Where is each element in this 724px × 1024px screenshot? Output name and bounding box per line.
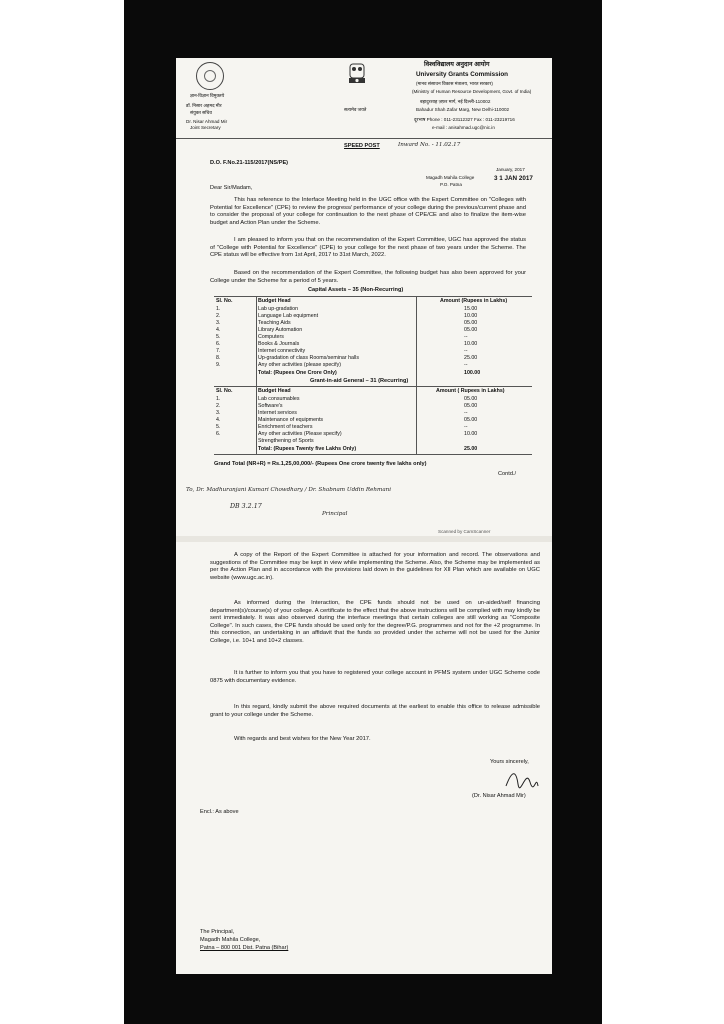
table-row: 4. Maintenance of equipments 05.00 (216, 417, 478, 423)
receipt-date-stamp: 3 1 JAN 2017 (494, 175, 533, 182)
handwritten-forward-note: To, Dr. Madhuranjani Kumari Chowdhary / Dr. Shabnam Uddin Rehmani (186, 487, 392, 493)
org-name: University Grants Commission (416, 71, 509, 78)
page2-paragraph-2: As informed during the Interaction, the CPE funds should not be used on un-aided/self financing department(s)/course(s) of your college. A certificate to the effect that the above instructions will be complied with may kindly be sent immediately. It was also observed during the interface meetings that certain colleges are still working as "Composite College". In such cases, the CPE funds should be used only for the degree/P.G. programmes and not for the +2 programme. In this connection, an undertaking in an affidavit that the funds so provided under the scheme will not be used for the Junior College, i.e. 10+1 and 10+2 classes. (210, 600, 540, 644)
closing-name: (Dr. Nisar Ahmad Mir) (472, 793, 526, 799)
capital-header-row (214, 298, 532, 305)
org-sub-hindi: (मानव संसाधन विकास मंत्रालय, भारत सरकार) (416, 81, 493, 86)
capital-table-rule (214, 296, 532, 297)
date-small: January, 2017 (496, 167, 525, 172)
table-row: 7. Internet connectivity -- (216, 348, 468, 354)
recipient-line-1: The Principal, (200, 929, 235, 935)
salutation: Dear Sir/Madam, (210, 185, 253, 191)
stamp-org: Magadh Mahila College (426, 175, 475, 180)
signature-icon (504, 766, 540, 792)
grand-total: Grand Total (NR+R) = Rs.1,25,00,000/- (Rupees One crore twenty five lakhs only) (214, 461, 427, 467)
paragraph-3: Based on the recommendation of the Expert Committee, the following budget has also been approved for your College under the Scheme for a period of 5 years. (210, 270, 526, 284)
capital-table-title: Capital Assets – 35 (Non-Recurring) (308, 287, 404, 293)
letter-document (176, 58, 552, 974)
recurring-header-row: Sl. No. Budget Head Amount ( Rupees in Lakhs) (216, 388, 505, 394)
national-emblem-icon (346, 62, 368, 92)
official-title: Joint Secretary (190, 125, 221, 130)
contd-note: Contd./ (498, 471, 517, 477)
closing-yours: Yours sincerely, (490, 759, 529, 765)
page2-paragraph-5: With regards and best wishes for the New Year 2017. (234, 736, 371, 742)
table-row: 9. Any other activities (please specify) -- (216, 362, 468, 368)
scanner-watermark: Scanned by CamScanner (438, 529, 491, 534)
official-hindi-title: संयुक्त सचिव (190, 110, 212, 115)
table-row: 1. Lab consumables 05.00 (216, 396, 478, 402)
speed-post: SPEED POST (344, 143, 380, 149)
recipient-line-3: Patna – 800 001 Dist. Patna (Bihar) (200, 945, 289, 951)
page2-paragraph-1: A copy of the Report of the Expert Committee is attached for your information and record. The observations and suggestions of the Committee may be kept in view while implementing the Scheme. Also, the Scheme may be implemented as per the Action Plan and in accordance with the provisions laid down in the guidelines for XII Plan which are available on UGC website (www.ugc.ac.in). (210, 552, 540, 581)
table-row: 3. Internet services -- (216, 410, 468, 416)
table-row: 4. Library Automation 05.00 (216, 327, 478, 333)
page2-paragraph-3: It is further to inform you that you have to registered your college account in PFMS system under UGC Scheme code 0875 with documentary evidence. (210, 670, 540, 684)
inward-note: Inward No. - 11.02.17 (398, 142, 461, 148)
enclosure: Encl.: As above (200, 809, 239, 815)
table-row: 2. Software's 05.00 (216, 403, 478, 409)
motto: ज्ञान-विज्ञान विमुक्तये (190, 93, 225, 98)
official-hindi: डॉ. निसार अहमद मीर (186, 103, 222, 108)
table-row: 2. Language Lab equipment 10.00 (216, 313, 478, 319)
table-bottom-rule (214, 454, 532, 455)
capital-total-row: Total: (Rupees One Crore Only) 100.00 (258, 370, 481, 376)
recurring-total-row: Total: (Rupees Twenty five Lakhs Only) 25.00 (258, 446, 478, 452)
table-row: 3. Teaching Aids 05.00 (216, 320, 478, 326)
ugc-seal-icon (196, 62, 224, 90)
recurring-table-rule (214, 386, 532, 387)
ministry: (Ministry of Human Resource Development, Govt. of India) (412, 89, 532, 94)
table-row: 5. Computers -- (216, 334, 468, 340)
address: Bahadur Shah Zafar Marg, New Delhi-110002 (416, 107, 510, 112)
paragraph-2: I am pleased to inform you that on the recommendation of the Expert Committee, UGC has approved the status of "College with Potential for Excellence" (CPE) to your college for the next phase of two years under the Scheme. The CPE status will be effective from 1st April, 2017 to 31st March, 2022. (210, 237, 526, 259)
table-row: 6. Books & Journals 10.00 (216, 341, 478, 347)
table-row: Strengthening of Sports (258, 438, 314, 444)
recipient-line-2: Magadh Mahila College, (200, 937, 261, 943)
email: e-mail : anisahmad.ugc@nic.in (432, 125, 495, 130)
col-amount: Amount (Rupees in Lakhs) (440, 298, 508, 304)
table-row: 5. Enrichment of teachers -- (216, 424, 468, 430)
page-break (176, 536, 552, 542)
paragraph-1: This has reference to the Interface Meeting held in the UGC office with the Expert Committee on "Colleges with Potential for Excellence" (CPE) to review the progress/ performance of your college during the previous/current phase and to consider the proposal of your college for continuation to the next phase of CPE/CE and also to finalize the item-wise budget and Action Plan under the Scheme. (210, 197, 526, 226)
table-row: 6. Any other activities (Please specify) 10.00 (216, 431, 478, 437)
phone: दूरभाष Phone : 011-23112327 Fax : 011-23219716 (414, 117, 515, 122)
org-hindi: विश्वविद्यालय अनुदान आयोग (424, 61, 490, 68)
page2-paragraph-4: In this regard, kindly submit the above required documents at the earliest to enable this office to release admissible grant to your college under the Scheme. (210, 704, 540, 718)
stamp-place: P.O. Patna (440, 182, 462, 187)
table-row: 1. Lab up-gradation 15.00 (216, 306, 478, 312)
do-number: D.O. F.No.21-115/2017(NS/PE) (210, 160, 289, 166)
recurring-table-title: Grant-in-aid General – 31 (Recurring) (310, 378, 409, 384)
col-sl: Sl. No. (216, 298, 233, 304)
emblem-caption: सत्यमेव जयते (344, 107, 367, 112)
handwritten-principal: Principal (322, 511, 348, 517)
table-row: 8. Up-gradation of class Rooms/seminar halls 25.00 (216, 355, 478, 361)
letterhead-divider (176, 138, 552, 139)
handwritten-initials: DB 3.2.17 (230, 503, 262, 510)
official-name: Dr. Nisar Ahmad Mir (186, 119, 228, 124)
col-head: Budget Head (258, 298, 291, 304)
address-hindi: बहादुरशाह ज़फ़र मार्ग, नई दिल्ली-110002 (420, 99, 491, 104)
